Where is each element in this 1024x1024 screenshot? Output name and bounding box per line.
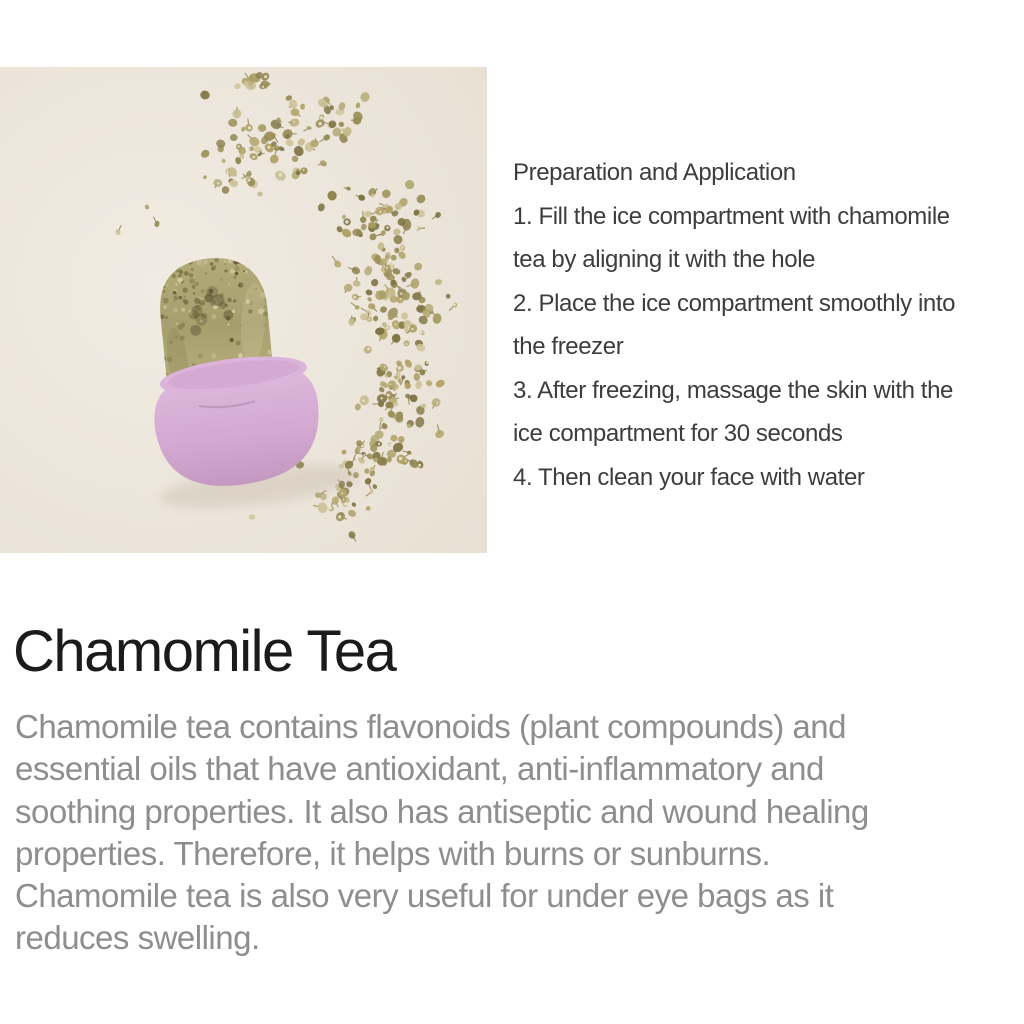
product-photo — [0, 67, 487, 553]
description-line: reduces swelling. — [15, 919, 260, 957]
chamomile-ice-roller-illustration — [0, 67, 487, 553]
description-line: essential oils that have antioxidant, anti-inflammatory and — [15, 750, 824, 788]
description-line: Chamomile tea is also very useful for under eye bags as it — [15, 877, 834, 915]
instruction-line: tea by aligning it with the hole — [513, 246, 816, 273]
instructions-panel — [513, 151, 1024, 499]
instructions-title: Preparation and Application — [513, 159, 796, 186]
instruction-line: 2. Place the ice compartment smoothly into — [513, 289, 956, 317]
page-title: Chamomile Tea — [13, 619, 396, 684]
description-line: soothing properties. It also has antiseptic and wound healing — [15, 792, 869, 830]
description-line: properties. Therefore, it helps with burns or sunburns. — [15, 834, 771, 872]
product-description — [15, 706, 1015, 960]
instruction-line: ice compartment for 30 seconds — [513, 420, 843, 447]
instruction-line: the freezer — [513, 333, 624, 360]
instruction-line: 3. After freezing, massage the skin with the — [513, 376, 953, 404]
instruction-line: 1. Fill the ice compartment with chamomile — [513, 202, 950, 230]
description-line: Chamomile tea contains flavonoids (plant compounds) and — [15, 708, 846, 745]
instruction-line: 4. Then clean your face with water — [513, 463, 865, 491]
